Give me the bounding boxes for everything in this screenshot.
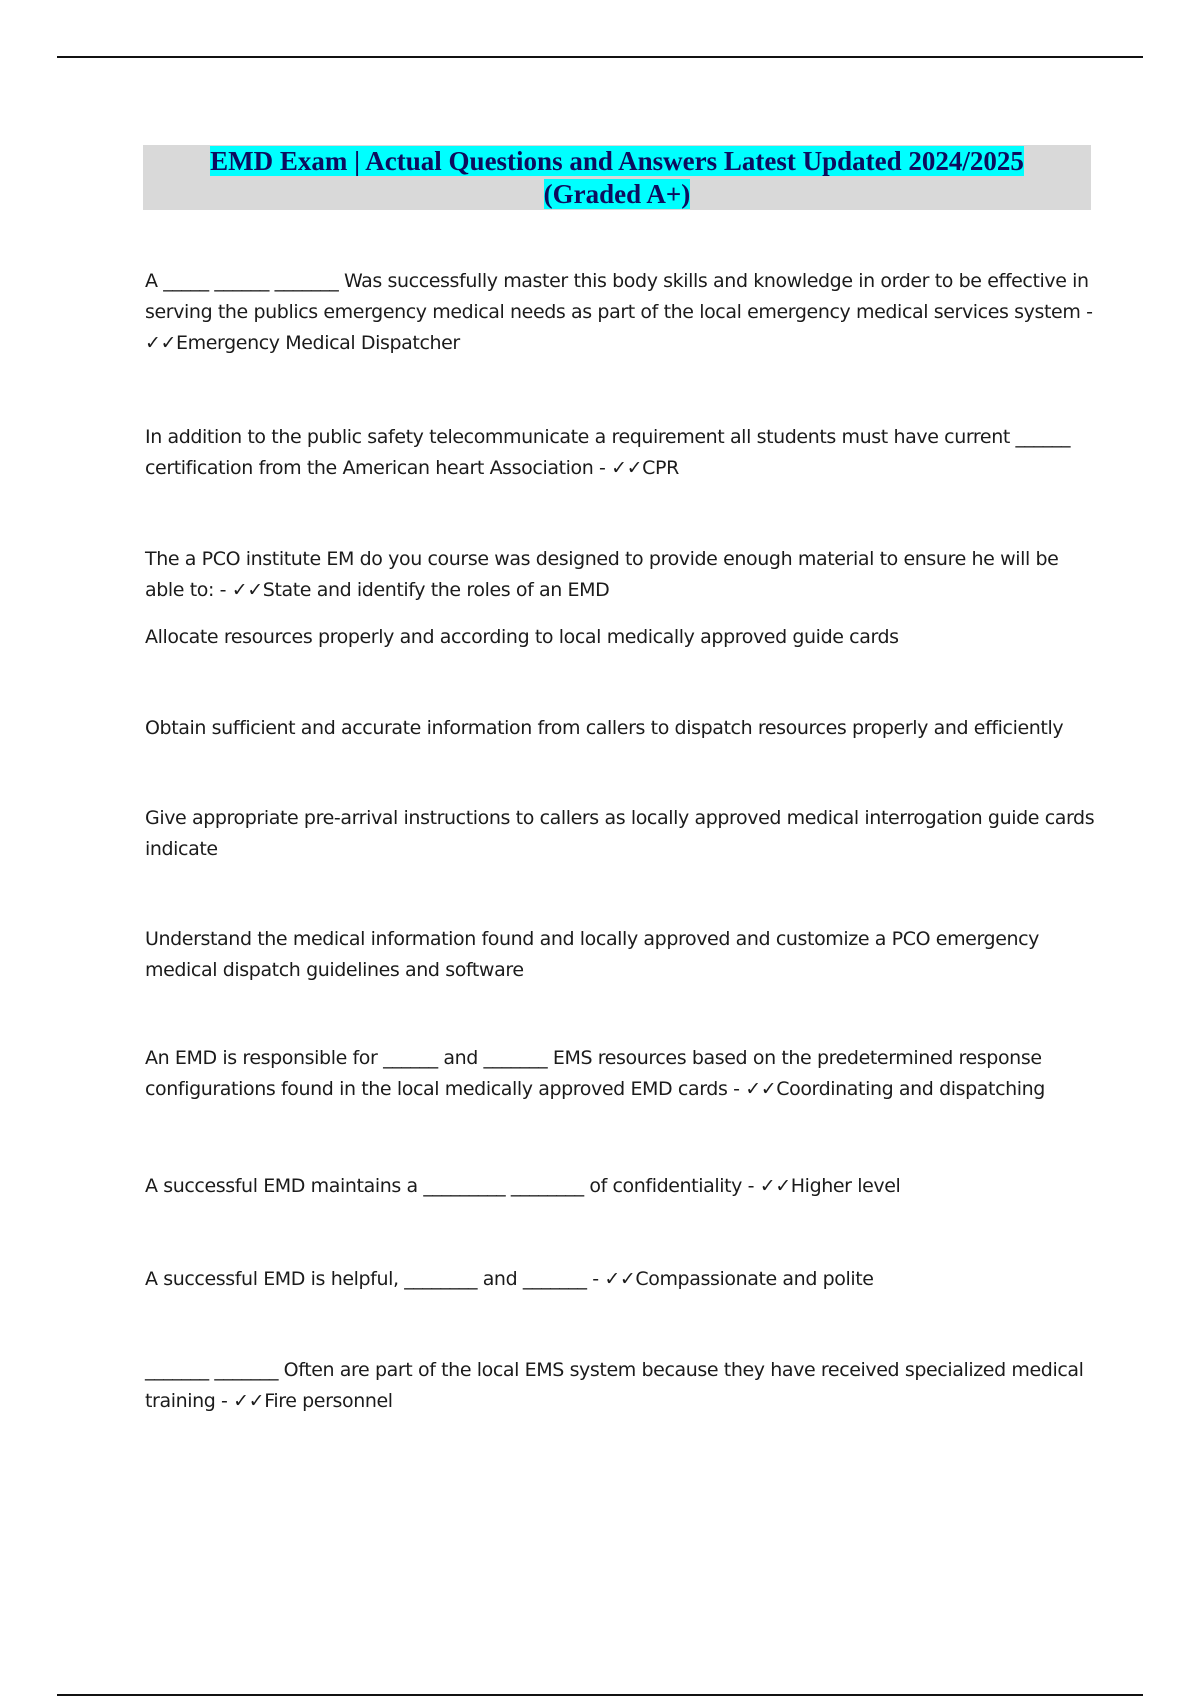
answer-continuation-1: Allocate resources properly and according to local medically approved guide cards	[145, 626, 899, 648]
bottom-rule	[57, 1694, 1143, 1696]
answer-continuation-3: Give appropriate pre-arrival instructions to callers as locally approved medical interrogation guide cards indicate	[145, 807, 1095, 860]
title-line-1: EMD Exam | Actual Questions and Answers Latest Updated 2024/2025	[210, 146, 1024, 176]
question-text: In addition to the public safety telecommunicate a requirement all students must have current ______ certification from the American heart Association -	[145, 426, 1071, 479]
top-rule	[57, 56, 1143, 58]
answer-continuation-4: Understand the medical information found and locally approved and customize a PCO emergency medical dispatch guidelines and software	[145, 928, 1040, 981]
qa-item-3	[145, 544, 1095, 606]
qa-item-1	[145, 266, 1095, 359]
document-title	[143, 145, 1091, 210]
title-line-2: (Graded A+)	[543, 179, 691, 209]
question-text: An EMD is responsible for ______ and _______ EMS resources based on the predetermined response configurations found in the local medically approved EMD cards -	[145, 1047, 1042, 1100]
answer-text: Coordinating and dispatching	[776, 1078, 1045, 1100]
check-icon: ✓✓	[611, 457, 643, 479]
qa-item-4	[145, 1043, 1095, 1105]
answer-continuation-2: Obtain sufficient and accurate information from callers to dispatch resources properly and efficiently	[145, 717, 1064, 739]
question-text: _______ _______ Often are part of the local EMS system because they have received specialized medical training -	[145, 1359, 1084, 1412]
answer-text: Higher level	[790, 1175, 901, 1197]
qa-item-5	[145, 1171, 1095, 1202]
qa-item-2	[145, 422, 1095, 484]
question-text: A successful EMD maintains a _________ ________ of confidentiality -	[145, 1175, 760, 1197]
check-icon: ✓✓	[145, 332, 177, 354]
answer-text: Fire personnel	[264, 1390, 393, 1412]
check-icon: ✓✓	[745, 1078, 777, 1100]
check-icon: ✓✓	[604, 1268, 636, 1290]
check-icon: ✓✓	[233, 1390, 265, 1412]
question-text: A successful EMD is helpful, ________ and _______ -	[145, 1268, 605, 1290]
check-icon: ✓✓	[759, 1175, 791, 1197]
answer-text: State and identify the roles of an EMD	[262, 579, 610, 601]
check-icon: ✓✓	[231, 579, 263, 601]
question-text: A _____ ______ _______ Was successfully master this body skills and knowledge in order to be effective in serving the publics emergency medical needs as part of the local emergency medical services system -	[145, 270, 1093, 323]
question-text: The a PCO institute EM do you course was designed to provide enough material to ensure he will be able to: -	[145, 548, 1059, 601]
answer-text: Emergency Medical Dispatcher	[176, 332, 460, 354]
answer-text: CPR	[642, 457, 679, 479]
qa-item-7	[145, 1355, 1095, 1417]
qa-item-6	[145, 1264, 1095, 1295]
answer-text: Compassionate and polite	[635, 1268, 874, 1290]
